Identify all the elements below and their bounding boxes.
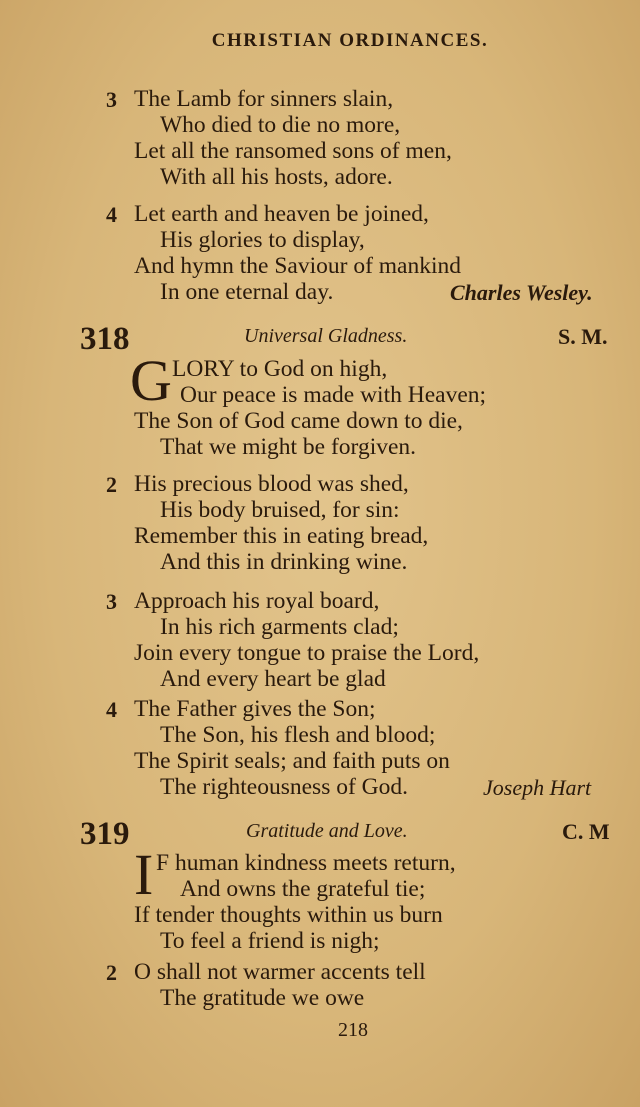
verse-line: His glories to display,	[160, 227, 365, 253]
verse-line: Our peace is made with Heaven;	[180, 382, 487, 408]
hymn-number: 318	[80, 321, 130, 357]
verse-line: His precious blood was shed,	[134, 471, 409, 497]
running-header: CHRISTIAN ORDINANCES.	[211, 30, 489, 51]
verse-line: The Father gives the Son;	[134, 696, 376, 722]
verse-line: And this in drinking wine.	[160, 549, 408, 575]
verse-line: The Son of God came down to die,	[134, 408, 463, 434]
stanza-number: 3	[106, 589, 117, 614]
hymn-title: Universal Gladness.	[244, 325, 408, 347]
stanza-number: 3	[106, 87, 117, 112]
verse-line: F human kindness meets return,	[156, 850, 456, 876]
hymn-author: Charles Wesley.	[450, 280, 593, 305]
drop-cap: I	[134, 842, 154, 907]
stanza-number: 4	[106, 697, 117, 722]
verse-line: The Lamb for sinners slain,	[134, 86, 394, 112]
verse-line: The gratitude we owe	[160, 985, 365, 1011]
verse-line: The Spirit seals; and faith puts on	[134, 748, 450, 774]
verse-line: Let earth and heaven be joined,	[134, 201, 429, 227]
hymn-meter: C. M	[562, 819, 610, 844]
verse-line: In his rich garments clad;	[160, 614, 399, 640]
verse-line: Remember this in eating bread,	[134, 523, 429, 549]
verse-line: Who died to die no more,	[160, 112, 401, 138]
stanza-number: 2	[106, 472, 117, 497]
stanza-number: 2	[106, 960, 117, 985]
verse-line: And every heart be glad	[160, 666, 386, 692]
verse-line: The Son, his flesh and blood;	[160, 722, 436, 748]
verse-line: LORY to God on high,	[172, 356, 388, 382]
verse-line: If tender thoughts within us burn	[134, 902, 443, 928]
page-number: 218	[338, 1019, 368, 1041]
verse-line: And hymn the Saviour of mankind	[134, 253, 462, 279]
hymn-meter: S. M.	[558, 324, 608, 349]
verse-line: Let all the ransomed sons of men,	[134, 138, 452, 164]
verse-line: The righteousness of God.	[160, 774, 409, 800]
verse-line: That we might be forgiven.	[160, 434, 417, 460]
verse-line: To feel a friend is nigh;	[160, 928, 380, 954]
verse-line: And owns the grateful tie;	[180, 876, 426, 902]
hymn-number: 319	[80, 816, 130, 852]
hymn-author: Joseph Hart	[483, 775, 592, 800]
verse-line: His body bruised, for sin:	[160, 497, 400, 523]
stanza-number: 4	[106, 202, 117, 227]
drop-cap: G	[130, 348, 172, 413]
verse-line: Join every tongue to praise the Lord,	[134, 640, 480, 666]
verse-line: Approach his royal board,	[134, 588, 380, 614]
verse-line: O shall not warmer accents tell	[134, 959, 426, 985]
hymn-title: Gratitude and Love.	[246, 820, 408, 842]
verse-line: In one eternal day.	[160, 279, 334, 305]
verse-line: With all his hosts, adore.	[160, 164, 393, 190]
